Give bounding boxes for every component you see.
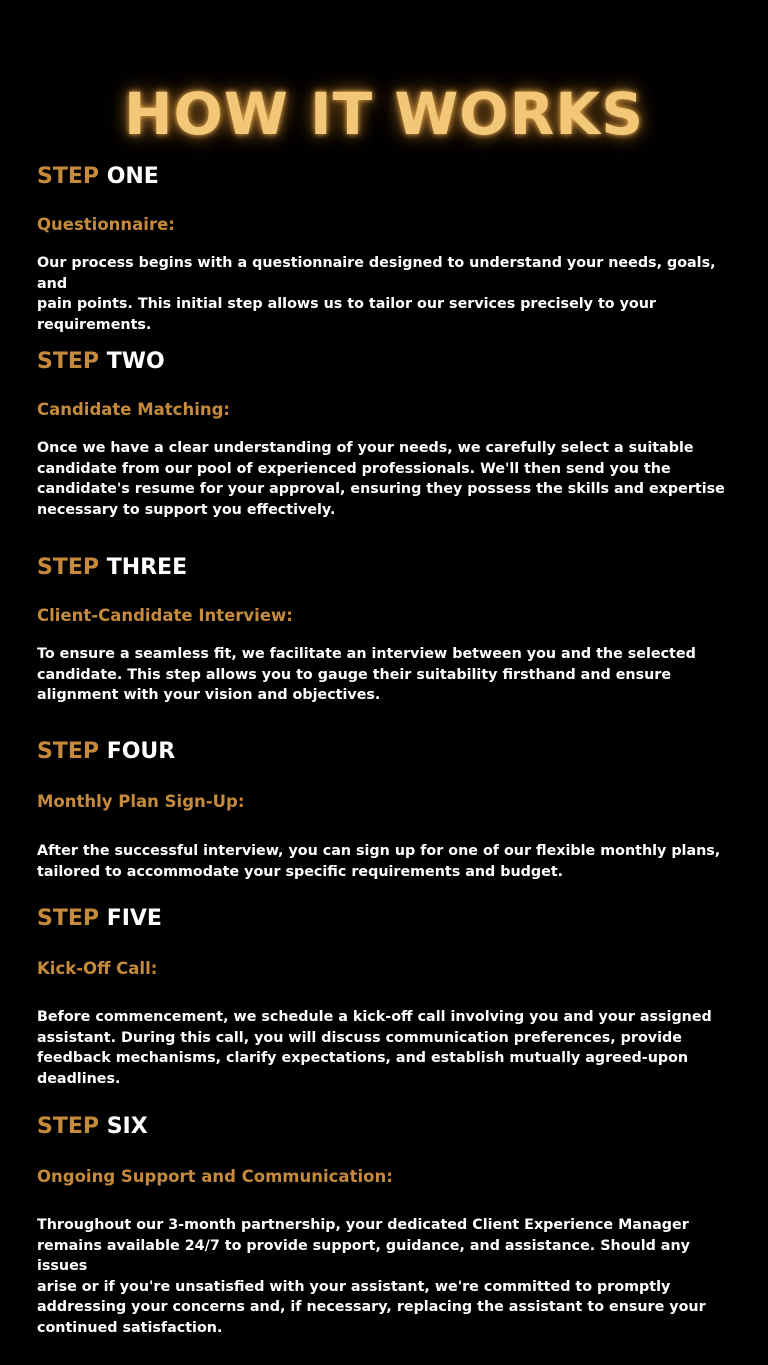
- description-line: Once we have a clear understanding of your needs, we carefully select a suitable: [37, 440, 694, 456]
- step-description: [37, 438, 743, 520]
- step-label: STEP: [37, 906, 100, 931]
- description-line: arise or if you're unsatisfied with your assistant, we're committed to promptly: [37, 1278, 671, 1295]
- description-line: assistant. During this call, you will discuss communication preferences, provide: [37, 1029, 682, 1046]
- step-label: STEP: [37, 164, 100, 189]
- step-heading: [37, 739, 747, 765]
- description-line: To ensure a seamless fit, we facilitate an interview between you and the selected: [37, 646, 696, 662]
- step-description: [37, 841, 743, 882]
- step-number: SIX: [106, 1114, 148, 1139]
- step-label: STEP: [37, 739, 100, 764]
- step-number: TWO: [106, 349, 165, 374]
- step-description: [37, 644, 743, 706]
- description-line: deadlines.: [37, 1070, 121, 1087]
- page-title: HOW IT WORKS: [123, 79, 644, 148]
- step-heading: [37, 349, 747, 375]
- description-line: After the successful interview, you can sign up for one of our flexible monthly plans,: [37, 843, 721, 859]
- description-line: candidate's resume for your approval, ensuring they possess the skills and expertise: [37, 481, 725, 498]
- step-label: STEP: [37, 1114, 100, 1139]
- step-subtitle: Client-Candidate Interview:: [37, 606, 293, 625]
- description-line: requirements.: [37, 316, 152, 333]
- step-six: [37, 1114, 747, 1336]
- step-number: FOUR: [106, 739, 176, 764]
- description-line: addressing your concerns and, if necessary, replacing the assistant to ensure your: [37, 1299, 706, 1316]
- step-number: FIVE: [106, 906, 162, 931]
- description-line: necessary to support you effectively.: [37, 501, 336, 518]
- step-five: [37, 906, 747, 1087]
- step-heading: [37, 1114, 747, 1140]
- description-line: Our process begins with a questionnaire designed to understand your needs, goals, and: [37, 255, 716, 292]
- description-line: Before commencement, we schedule a kick-off call involving you and your assigned: [37, 1009, 712, 1025]
- description-line: pain points. This initial step allows us to tailor our services precisely to your: [37, 296, 656, 313]
- step-two: [37, 349, 747, 518]
- step-description: [37, 1215, 743, 1339]
- description-line: continued satisfaction.: [37, 1319, 223, 1336]
- description-line: remains available 24/7 to provide support, guidance, and assistance. Should any issues: [37, 1237, 690, 1275]
- step-four: [37, 739, 747, 880]
- step-label: STEP: [37, 555, 100, 580]
- step-subtitle: Kick-Off Call:: [37, 959, 158, 978]
- description-line: Throughout our 3-month partnership, your dedicated Client Experience Manager: [37, 1217, 689, 1233]
- step-number: THREE: [106, 555, 188, 580]
- step-subtitle: Ongoing Support and Communication:: [37, 1167, 393, 1186]
- description-line: feedback mechanisms, clarify expectations, and establish mutually agreed-upon: [37, 1050, 689, 1067]
- step-subtitle: Monthly Plan Sign-Up:: [37, 792, 245, 811]
- step-one: [37, 164, 747, 333]
- step-heading: [37, 555, 747, 581]
- step-number: ONE: [106, 164, 159, 189]
- step-label: STEP: [37, 349, 100, 374]
- description-line: tailored to accommodate your specific requirements and budget.: [37, 863, 564, 880]
- description-line: candidate. This step allows you to gauge their suitability firsthand and ensure: [37, 666, 672, 683]
- step-three: [37, 555, 747, 704]
- description-line: alignment with your vision and objectives.: [37, 687, 381, 704]
- step-description: [37, 1007, 743, 1089]
- step-description: [37, 253, 743, 335]
- step-heading: [37, 906, 747, 932]
- step-heading: [37, 164, 747, 190]
- step-subtitle: Candidate Matching:: [37, 400, 231, 419]
- description-line: candidate from our pool of experienced professionals. We'll then send you the: [37, 460, 671, 477]
- step-subtitle: Questionnaire:: [37, 215, 175, 234]
